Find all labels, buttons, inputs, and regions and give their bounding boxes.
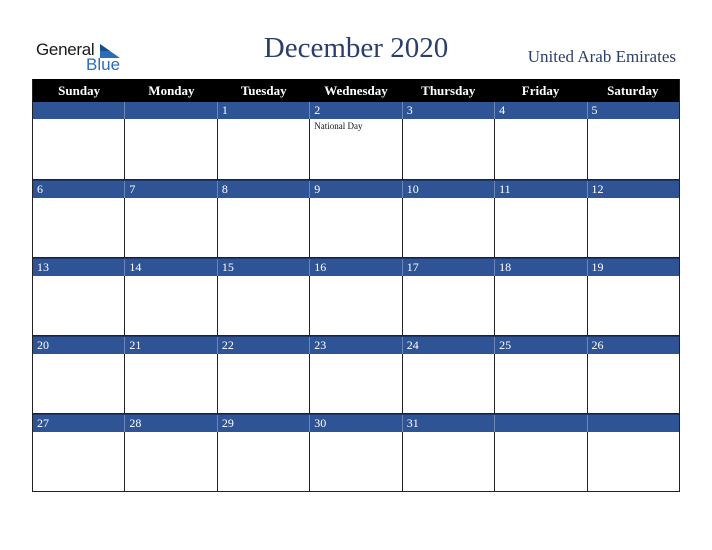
- day-cells-row: [33, 354, 679, 413]
- day-cell[interactable]: [402, 276, 494, 335]
- day-cell[interactable]: [124, 276, 216, 335]
- day-number: 3: [402, 102, 494, 119]
- day-number: 17: [402, 259, 494, 276]
- day-number: 30: [309, 415, 401, 432]
- day-number: 7: [124, 181, 216, 198]
- day-cells-row: [33, 119, 679, 179]
- day-number: 2: [309, 102, 401, 119]
- day-cell[interactable]: [587, 276, 679, 335]
- day-cell[interactable]: [587, 432, 679, 491]
- day-cell[interactable]: [124, 432, 216, 491]
- day-number: 20: [37, 338, 49, 352]
- day-number: 22: [217, 337, 309, 354]
- day-number: 11: [494, 181, 586, 198]
- day-number: 23: [309, 337, 401, 354]
- day-number: 26: [587, 337, 679, 354]
- day-cell[interactable]: [309, 198, 401, 257]
- day-number-bar: [33, 180, 679, 198]
- day-number: 14: [124, 259, 216, 276]
- day-cell[interactable]: [402, 119, 494, 179]
- day-cell[interactable]: [124, 354, 216, 413]
- day-cell[interactable]: [33, 354, 124, 413]
- day-cell[interactable]: [587, 119, 679, 179]
- calendar-week: [33, 336, 679, 414]
- day-cell[interactable]: [124, 198, 216, 257]
- day-number: 4: [494, 102, 586, 119]
- day-number-bar: [33, 414, 679, 432]
- calendar-grid: [32, 79, 680, 492]
- day-number: [494, 415, 586, 432]
- day-number: 8: [217, 181, 309, 198]
- calendar-week: [33, 102, 679, 180]
- calendar-week: [33, 258, 679, 336]
- weekday-monday: Monday: [148, 83, 195, 98]
- day-number: 21: [124, 337, 216, 354]
- day-cell[interactable]: [494, 119, 586, 179]
- day-number-bar: [33, 102, 679, 119]
- day-number: 28: [124, 415, 216, 432]
- day-cell[interactable]: [402, 432, 494, 491]
- event-label: National Day: [314, 121, 363, 131]
- day-number: 24: [402, 337, 494, 354]
- day-cell[interactable]: [217, 432, 309, 491]
- day-cell[interactable]: [494, 354, 586, 413]
- day-cell[interactable]: [33, 119, 124, 179]
- day-cells-row: [33, 198, 679, 257]
- day-cell[interactable]: [494, 198, 586, 257]
- day-number: [33, 102, 124, 119]
- day-cell[interactable]: [402, 354, 494, 413]
- day-number: 18: [494, 259, 586, 276]
- day-cell[interactable]: [587, 354, 679, 413]
- weekday-tuesday: Tuesday: [240, 83, 287, 98]
- day-cells-row: [33, 432, 679, 491]
- page-title: December 2020: [263, 32, 449, 64]
- calendar-week: [33, 414, 679, 491]
- day-cell[interactable]: [309, 276, 401, 335]
- day-number: 12: [587, 181, 679, 198]
- weekday-wednesday: Wednesday: [324, 83, 388, 98]
- day-number: 19: [587, 259, 679, 276]
- day-number: 10: [402, 181, 494, 198]
- day-number: 15: [217, 259, 309, 276]
- day-cell[interactable]: [217, 198, 309, 257]
- day-number: 16: [309, 259, 401, 276]
- day-number: 31: [402, 415, 494, 432]
- day-number: 1: [217, 102, 309, 119]
- logo-general-text: General: [36, 40, 95, 59]
- weekday-sunday: Sunday: [58, 83, 101, 98]
- day-cell[interactable]: [217, 119, 309, 179]
- day-number: [124, 102, 216, 119]
- day-cells-row: [33, 276, 679, 335]
- day-number: 9: [309, 181, 401, 198]
- day-cell[interactable]: [33, 276, 124, 335]
- day-number-bar: [33, 258, 679, 276]
- day-number: 25: [494, 337, 586, 354]
- calendar-week: [33, 180, 679, 258]
- day-number: 27: [37, 416, 49, 430]
- weekday-header: [33, 79, 679, 102]
- day-cell[interactable]: [402, 198, 494, 257]
- day-cell[interactable]: [217, 276, 309, 335]
- day-number: 13: [37, 260, 49, 274]
- day-number: 5: [587, 102, 679, 119]
- day-number-bar: [33, 336, 679, 354]
- day-cell[interactable]: [124, 119, 216, 179]
- day-cell[interactable]: [587, 198, 679, 257]
- day-cell[interactable]: [33, 432, 124, 491]
- day-number: 6: [37, 182, 43, 196]
- day-number: 29: [217, 415, 309, 432]
- day-cell[interactable]: [309, 354, 401, 413]
- day-cell[interactable]: [494, 276, 586, 335]
- weekday-thursday: Thursday: [421, 83, 476, 98]
- day-cell[interactable]: [309, 119, 401, 179]
- day-number: [587, 415, 679, 432]
- day-cell[interactable]: [494, 432, 586, 491]
- weekday-friday: Friday: [521, 83, 560, 98]
- day-cell[interactable]: [217, 354, 309, 413]
- logo-blue-text: Blue: [86, 55, 121, 74]
- country-label: United Arab Emirates: [527, 47, 676, 66]
- weekday-saturday: Saturday: [607, 83, 659, 98]
- day-cell[interactable]: [309, 432, 401, 491]
- day-cell[interactable]: [33, 198, 124, 257]
